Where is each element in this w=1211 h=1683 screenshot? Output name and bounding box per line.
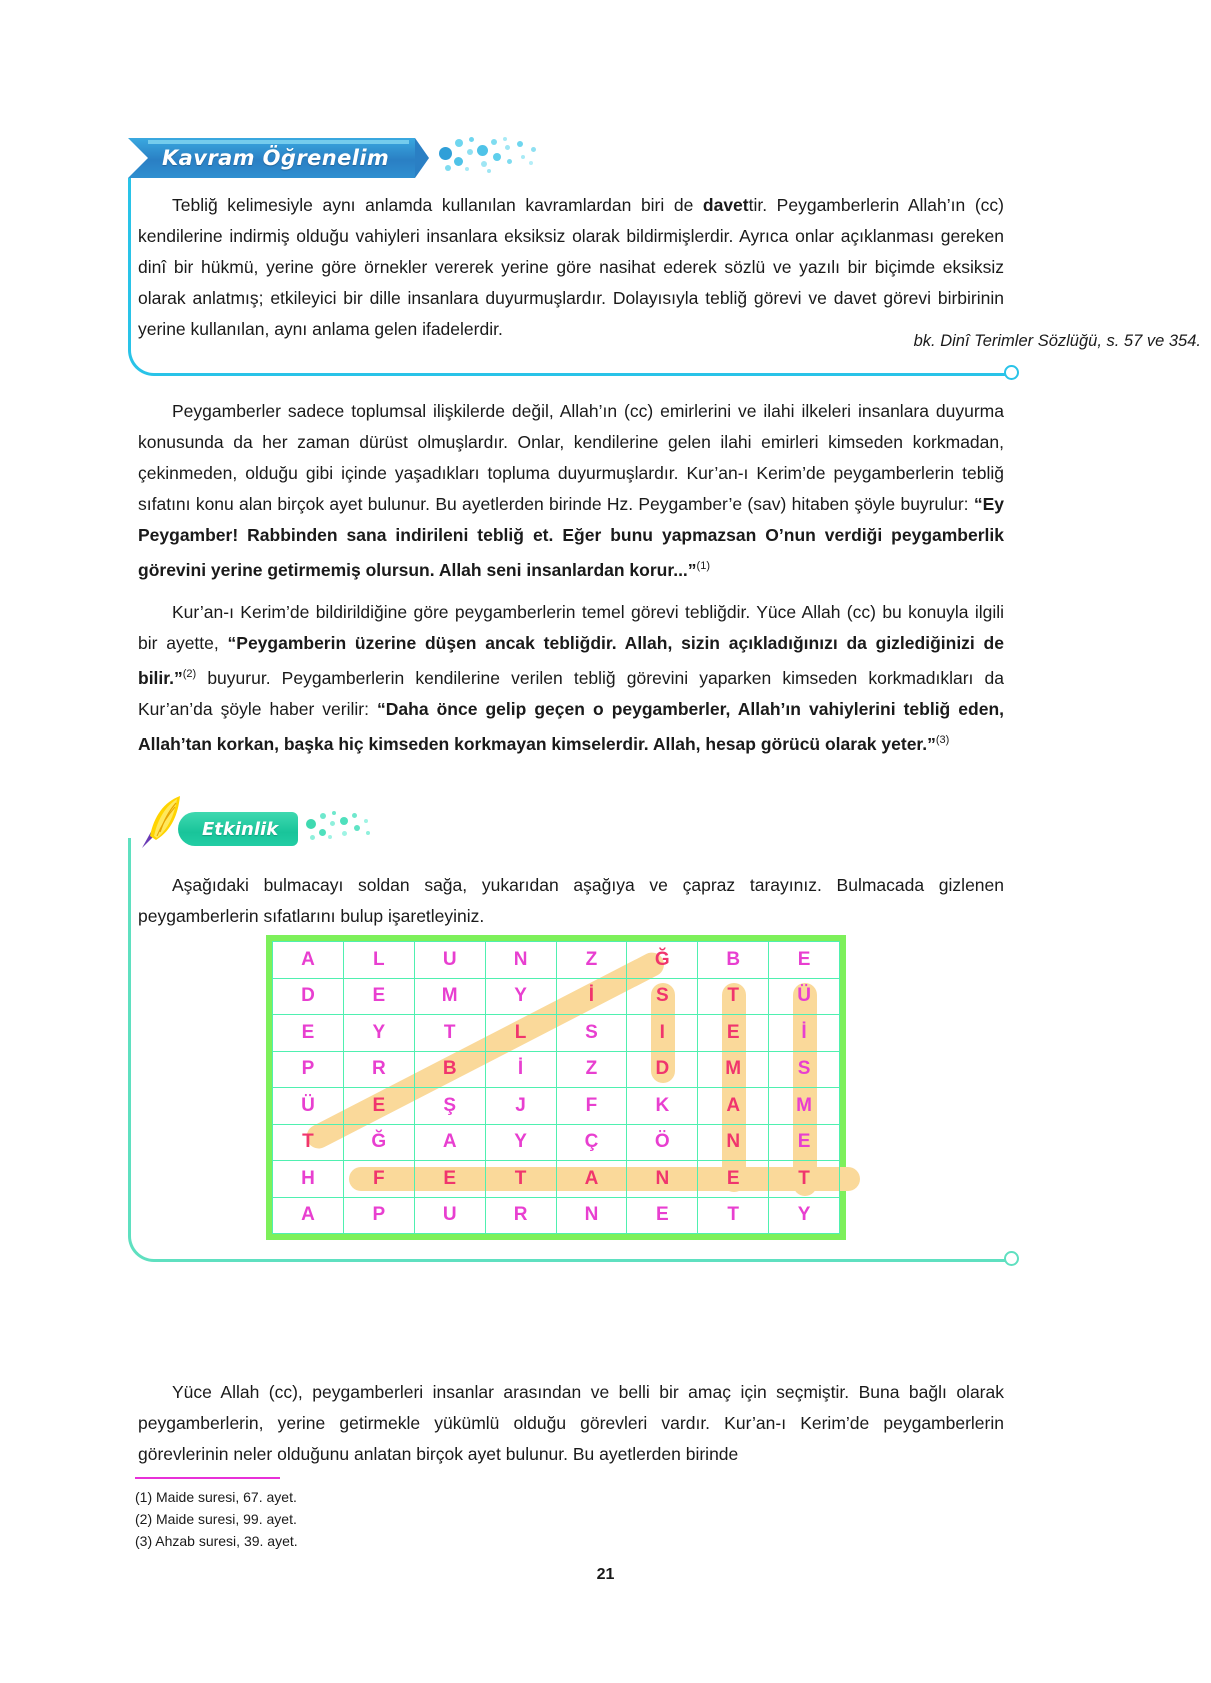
concept-ribbon: [128, 138, 547, 178]
word-search-cell[interactable]: Ö: [627, 1124, 698, 1161]
dot: [487, 169, 491, 173]
word-search-cell[interactable]: İ: [769, 1015, 840, 1052]
word-search-cell[interactable]: E: [343, 978, 414, 1015]
dot: [319, 829, 326, 836]
page-number: 21: [596, 1566, 615, 1583]
word-search-cell[interactable]: A: [556, 1161, 627, 1198]
word-search-cell[interactable]: Y: [485, 1124, 556, 1161]
word-search-cell[interactable]: B: [698, 942, 769, 979]
word-search-cell[interactable]: Ş: [414, 1088, 485, 1125]
word-search-cell[interactable]: F: [343, 1161, 414, 1198]
word-search-cell[interactable]: R: [485, 1197, 556, 1234]
dot: [469, 137, 474, 142]
word-search-row: [273, 978, 840, 1015]
activity-ribbon: [178, 812, 376, 846]
word-search-cell[interactable]: R: [343, 1051, 414, 1088]
word-search-cell[interactable]: Z: [556, 1051, 627, 1088]
word-search-cell[interactable]: S: [556, 1015, 627, 1052]
word-search-cell[interactable]: E: [343, 1088, 414, 1125]
dot: [439, 147, 452, 160]
word-search-cell[interactable]: A: [414, 1124, 485, 1161]
word-search-cell[interactable]: K: [627, 1088, 698, 1125]
word-search-cell[interactable]: P: [273, 1051, 344, 1088]
word-search-cell[interactable]: N: [556, 1197, 627, 1234]
word-search-cell[interactable]: İ: [556, 978, 627, 1015]
word-search-cell[interactable]: S: [627, 978, 698, 1015]
activity-ribbon-flag: [178, 812, 298, 846]
word-search-cell[interactable]: L: [343, 942, 414, 979]
dot: [521, 155, 525, 159]
word-search-cell[interactable]: Ğ: [343, 1124, 414, 1161]
concept-ribbon-label: Kavram Öğrenelim: [162, 146, 390, 170]
dot: [507, 159, 512, 164]
dot: [491, 139, 497, 145]
footnote-divider: [135, 1477, 280, 1479]
word-search-cell[interactable]: T: [698, 1197, 769, 1234]
dot: [340, 817, 348, 825]
dot: [320, 813, 326, 819]
dot: [354, 825, 360, 831]
word-search-cell[interactable]: L: [485, 1015, 556, 1052]
word-search-cell[interactable]: T: [698, 978, 769, 1015]
word-search-cell[interactable]: J: [485, 1088, 556, 1125]
word-search-puzzle[interactable]: [266, 935, 846, 1240]
decorative-dots: [437, 135, 547, 181]
concept-ribbon-flag: [128, 138, 415, 178]
word-search-cell[interactable]: Y: [343, 1015, 414, 1052]
activity-box-end-rule: [712, 1259, 1012, 1262]
word-search-cell[interactable]: E: [627, 1197, 698, 1234]
word-search-cell[interactable]: E: [698, 1161, 769, 1198]
word-search-cell[interactable]: A: [273, 942, 344, 979]
concept-paragraph: Tebliğ kelimesiyle aynı anlamda kullanılan kavramlardan biri de davettir. Peygamberlerin Allah’ın (cc) kendilerine indirmiş olduğu vahiyleri insanlara eksiksiz olarak bildirmişlerdir. Ayrıca onlar açıklanması gereken dinî bir hükmü, yerine göre örnekler vererek yerine göre nasihat ederek sözlü ve yazılı bir biçimde eksiksiz olarak anlatmış; etkileyici bir dille insanlara duyurmuşlardır. Dolayısıyla tebliğ görevi ve davet görevi birbirinin yerine kullanılan, aynı anlama gelen ifadelerdir.: [138, 195, 1004, 339]
dot: [454, 157, 463, 166]
footnote-2: (2) Maide suresi, 99. ayet.: [135, 1511, 297, 1527]
dot: [310, 835, 315, 840]
word-search-cell[interactable]: Ğ: [627, 942, 698, 979]
word-search-cell[interactable]: H: [273, 1161, 344, 1198]
dot: [493, 153, 501, 161]
word-search-row: [273, 942, 840, 979]
body-paragraph-3: Yüce Allah (cc), peygamberleri insanlar arasından ve belli bir amaç için seçmiştir. Buna bağlı olarak peygamberlerin, yerine getirmekle yükümlü olduğu görevleri vardır. Kur’an-ı Kerim’de peygamberlerin görevlerinin neler olduğunu anlatan birçok ayet bulunur. Bu ayetlerden birinde: [138, 1382, 1004, 1464]
dot: [531, 147, 536, 152]
word-search-cell[interactable]: N: [698, 1124, 769, 1161]
word-search-cell[interactable]: N: [485, 942, 556, 979]
word-search-cell[interactable]: E: [769, 942, 840, 979]
word-search-cell[interactable]: U: [414, 1197, 485, 1234]
word-search-cell[interactable]: Ç: [556, 1124, 627, 1161]
word-search-cell[interactable]: B: [414, 1051, 485, 1088]
dot: [477, 145, 488, 156]
dot: [332, 811, 336, 815]
dot: [467, 149, 473, 155]
dot: [445, 165, 451, 171]
word-search-cell[interactable]: İ: [485, 1051, 556, 1088]
activity-instruction: Aşağıdaki bulmacayı soldan sağa, yukarıdan aşağıya ve çapraz tarayınız. Bulmacada gizlenen peygamberlerin sıfatlarını bulup işaretleyiniz.: [138, 875, 1004, 926]
word-search-cell[interactable]: F: [556, 1088, 627, 1125]
dot: [328, 835, 332, 839]
word-search-row: [273, 1161, 840, 1198]
word-search-cell[interactable]: Ü: [769, 978, 840, 1015]
word-search-table[interactable]: [272, 941, 840, 1234]
word-search-cell[interactable]: I: [627, 1015, 698, 1052]
word-search-row: [273, 1051, 840, 1088]
ribbon-highlight: [148, 140, 409, 144]
word-search-cell[interactable]: P: [343, 1197, 414, 1234]
word-search-cell[interactable]: E: [414, 1161, 485, 1198]
dot: [481, 161, 487, 167]
word-search-row: [273, 1197, 840, 1234]
activity-ribbon-label: Etkinlik: [202, 818, 279, 840]
word-search-row: [273, 1124, 840, 1161]
word-search-cell[interactable]: T: [414, 1015, 485, 1052]
footnote-1: (1) Maide suresi, 67. ayet.: [135, 1489, 297, 1505]
word-search-cell[interactable]: S: [769, 1051, 840, 1088]
word-search-cell[interactable]: Ü: [273, 1088, 344, 1125]
dot: [517, 141, 523, 147]
feather-quill-icon: [130, 792, 192, 854]
dot: [306, 819, 316, 829]
word-search-cell[interactable]: T: [485, 1161, 556, 1198]
word-search-row: [273, 1088, 840, 1125]
word-search-cell[interactable]: E: [698, 1015, 769, 1052]
word-search-cell[interactable]: M: [414, 978, 485, 1015]
dot: [366, 831, 370, 835]
word-search-inner: [272, 941, 840, 1234]
word-search-cell[interactable]: D: [627, 1051, 698, 1088]
word-search-cell[interactable]: M: [698, 1051, 769, 1088]
dot: [529, 161, 533, 165]
dot: [352, 813, 357, 818]
concept-box-end-rule: [712, 373, 1012, 376]
word-search-cell[interactable]: U: [414, 942, 485, 979]
word-search-cell[interactable]: A: [698, 1088, 769, 1125]
body-paragraph-1: Peygamberler sadece toplumsal ilişkilerde değil, Allah’ın (cc) emirlerini ve ilahi ilkeleri insanlara duyurma konusunda da her zaman dürüst olmuşlardır. Onlar, kendilerine gelen ilahi emirleri kimseden korkmadan, çekinmeden, olduğu gibi içinde yaşadıkları topluma duyurmuşlardır. Kur’an-ı Kerim’de peygamberlerin tebliğ sıfatını konu alan birçok ayet bulunur. Bu ayetlerden birinde Hz. Peygamber’e (sav) hitaben şöyle buyrulur: “Ey Peygamber! Rabbinden sana indirileni tebliğ et. Eğer bunu yapmazsan O’nun verdiği peygamberlik görevini yerine getirmemiş olursun. Allah seni insanlardan korur...”$^{(1)}$: [138, 401, 1004, 580]
dot: [342, 831, 347, 836]
word-search-cell[interactable]: T: [273, 1124, 344, 1161]
body-paragraph-2: Kur’an-ı Kerim’de bildirildiğine göre peygamberlerin temel görevi tebliğdir. Yüce Allah (cc) bu konuyla ilgili bir ayette, “Peygamberin üzerine düşen ancak tebliğdir. Allah, sizin açıkladığınızı da gizlediğinizi de bilir.”$^{(2)}$ buyurur. Peygamberlerin kendilerine verilen tebliğ görevini yaparken kimseden korkmadıkları da Kur’an’da şöyle haber verilir: “Daha önce gelip geçen o peygamberler, Allah’ın vahiylerini tebliğ eden, Allah’tan korkan, başka hiç kimseden korkmayan kimselerdir. Allah, hesap görücü olarak yeter.”$^{(3)}$: [138, 602, 1004, 754]
word-search-cell[interactable]: A: [273, 1197, 344, 1234]
footnote-3: (3) Ahzab suresi, 39. ayet.: [135, 1533, 298, 1549]
word-search-cell[interactable]: M: [769, 1088, 840, 1125]
word-search-cell[interactable]: Z: [556, 942, 627, 979]
word-search-cell[interactable]: D: [273, 978, 344, 1015]
word-search-cell[interactable]: T: [769, 1161, 840, 1198]
decorative-dots-activity: [306, 811, 376, 847]
dot: [455, 139, 463, 147]
dot: [503, 137, 507, 141]
word-search-cell[interactable]: N: [627, 1161, 698, 1198]
dot: [465, 167, 469, 171]
dot: [364, 819, 368, 823]
dot: [330, 821, 335, 826]
word-search-cell[interactable]: E: [273, 1015, 344, 1052]
word-search-cell[interactable]: Y: [769, 1197, 840, 1234]
dot: [505, 145, 510, 150]
word-search-row: [273, 1015, 840, 1052]
concept-citation: bk. Dinî Terimler Sözlüğü, s. 57 ve 354.: [913, 332, 1201, 350]
word-search-cell[interactable]: Y: [485, 978, 556, 1015]
word-search-cell[interactable]: E: [769, 1124, 840, 1161]
